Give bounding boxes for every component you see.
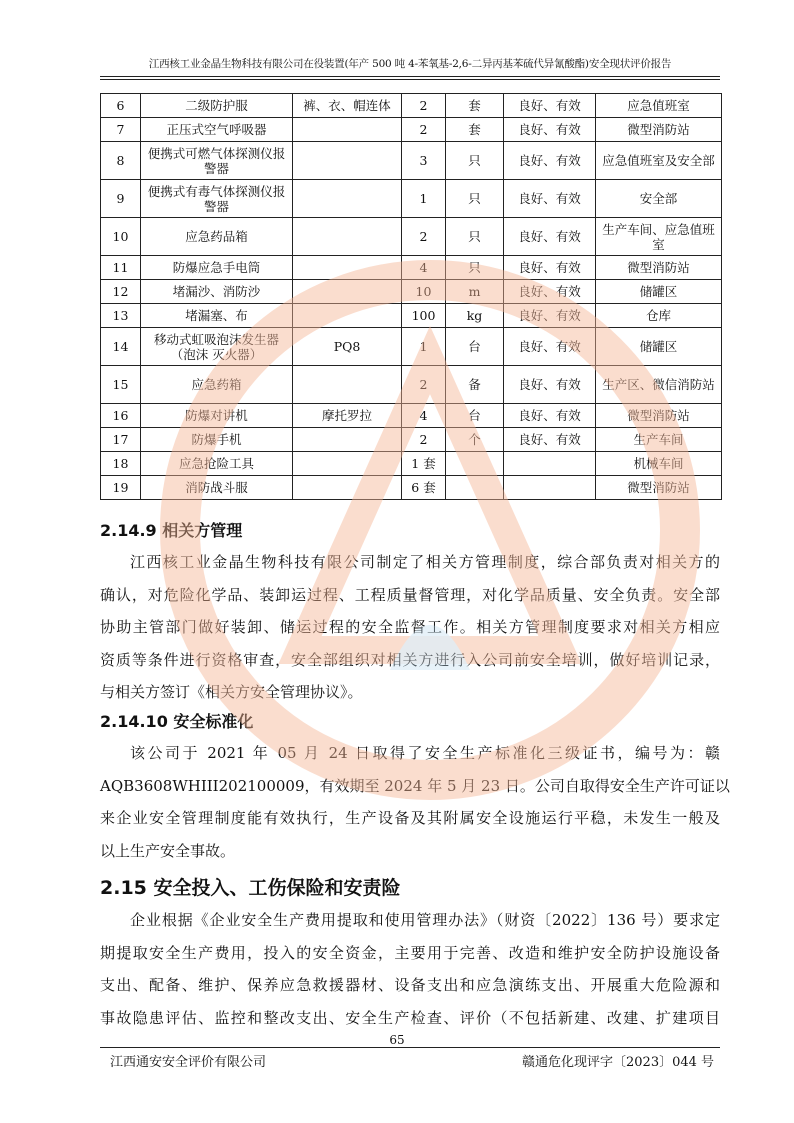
table-cell-name: 防爆应急手电筒: [141, 256, 293, 280]
table-cell-status: [504, 452, 596, 476]
table-cell-no: 17: [101, 428, 141, 452]
footer-doc-number: 赣通危化现评字〔2023〕044 号: [522, 1055, 715, 1070]
table-cell-unit: kg: [446, 304, 504, 328]
table-cell-spec: 裤、衣、帽连体: [293, 94, 402, 118]
page-number: 65: [389, 1033, 405, 1047]
table-cell-spec: [293, 428, 402, 452]
table-cell-name: 便携式可燃气体探测仪报警器: [141, 142, 293, 180]
table-cell-status: 良好、有效: [504, 142, 596, 180]
section-heading-standardization: 2.14.10 安全标准化: [100, 712, 254, 731]
table-cell-spec: [293, 304, 402, 328]
header-rule-double: [100, 79, 720, 80]
table-cell-name: 便携式有毒气体探测仪报警器: [141, 180, 293, 218]
table-cell-status: 良好、有效: [504, 256, 596, 280]
table-cell-unit: [446, 476, 504, 500]
footer-rule: [100, 1047, 720, 1048]
table-cell-qty: 3: [402, 142, 446, 180]
table-cell-spec: [293, 118, 402, 142]
table-cell-qty: 6 套: [402, 476, 446, 500]
page-header: 江西核工业金晶生物科技有限公司在役装置(年产 500 吨 4-苯氧基-2,6-二异丙基苯硫代异氰酸酯)安全现状评价报告: [148, 58, 672, 70]
paragraph-line: 以上生产安全事故。: [100, 841, 236, 860]
paragraph-line: 协助主管部门做好装卸、储运过程的安全监督工作。相关方管理制度要求对相关方相应: [100, 618, 720, 636]
paragraph-line: 该公司于 2021 年 05 月 24 日取得了安全生产标准化三级证书，编号为：赣: [130, 744, 720, 762]
table-cell-no: 11: [101, 256, 141, 280]
table-cell-location: 应急值班室及安全部: [596, 142, 722, 180]
table-row: [101, 142, 722, 180]
table-cell-status: 良好、有效: [504, 304, 596, 328]
table-cell-no: 14: [101, 328, 141, 366]
table-cell-status: 良好、有效: [504, 280, 596, 304]
table-cell-status: 良好、有效: [504, 404, 596, 428]
table-cell-spec: PQ8: [293, 328, 402, 366]
table-cell-no: 9: [101, 180, 141, 218]
table-cell-qty: 1: [402, 328, 446, 366]
table-cell-spec: [293, 280, 402, 304]
table-cell-qty: 2: [402, 366, 446, 404]
table-cell-status: 良好、有效: [504, 94, 596, 118]
paragraph-line: 资质等条件进行资格审查，安全部组织对相关方进行入公司前安全培训，做好培训记录，: [100, 650, 720, 669]
table-cell-unit: [446, 452, 504, 476]
table-cell-unit: 套: [446, 118, 504, 142]
table-cell-unit: 只: [446, 256, 504, 280]
table-cell-spec: [293, 180, 402, 218]
paragraph-line: 期提取安全生产费用，投入的安全资金，主要用于完善、改造和维护安全防护设施设备: [100, 943, 720, 962]
table-row: [101, 366, 722, 404]
table-cell-name: 应急药箱: [141, 366, 293, 404]
table-cell-name: 应急抢险工具: [141, 452, 293, 476]
table-cell-no: 10: [101, 218, 141, 256]
table-cell-no: 16: [101, 404, 141, 428]
table-cell-name: 正压式空气呼吸器: [141, 118, 293, 142]
table-row: [101, 94, 722, 118]
table-cell-status: 良好、有效: [504, 366, 596, 404]
table-cell-qty: 2: [402, 94, 446, 118]
paragraph-line: 与相关方签订《相关方安全管理协议》。: [100, 683, 363, 701]
table-row: [101, 304, 722, 328]
table-cell-qty: 2: [402, 218, 446, 256]
table-cell-no: 18: [101, 452, 141, 476]
table-cell-unit: 只: [446, 218, 504, 256]
table-cell-qty: 2: [402, 428, 446, 452]
table-row: [101, 428, 722, 452]
paragraph-line: AQB3608WHIII202100009，有效期至 2024 年 5 月 23 日。公司自取得安全生产许可证以: [100, 776, 730, 795]
paragraph-line: 事故隐患评估、监控和整改支出、安全生产检查、评价（不包括新建、改建、扩建项目: [100, 1008, 720, 1027]
table-cell-location: 储罐区: [596, 280, 722, 304]
table-cell-no: 8: [101, 142, 141, 180]
table-cell-status: 良好、有效: [504, 218, 596, 256]
table-cell-qty: 4: [402, 404, 446, 428]
table-cell-no: 15: [101, 366, 141, 404]
table-cell-qty: 100: [402, 304, 446, 328]
table-cell-qty: 1: [402, 180, 446, 218]
section-heading-safety-investment: 2.15 安全投入、工伤保险和安责险: [100, 877, 401, 899]
table-row: [101, 452, 722, 476]
table-cell-qty: 10: [402, 280, 446, 304]
table-cell-name: 二级防护服: [141, 94, 293, 118]
table-cell-name: 堵漏塞、布: [141, 304, 293, 328]
table-cell-location: 安全部: [596, 180, 722, 218]
table-cell-status: [504, 476, 596, 500]
table-cell-spec: [293, 256, 402, 280]
table-row: [101, 280, 722, 304]
table-cell-status: 良好、有效: [504, 118, 596, 142]
table-row: [101, 476, 722, 500]
table-cell-spec: [293, 366, 402, 404]
stakeholder-paragraph: [100, 546, 720, 709]
standardization-paragraph: [100, 737, 730, 867]
table-cell-unit: 只: [446, 142, 504, 180]
table-cell-no: 12: [101, 280, 141, 304]
table-cell-status: 良好、有效: [504, 428, 596, 452]
table-cell-location: 储罐区: [596, 328, 722, 366]
table-cell-qty: 2: [402, 118, 446, 142]
table-cell-qty: 1 套: [402, 452, 446, 476]
emergency-equipment-table: [100, 93, 722, 500]
table-cell-unit: 个: [446, 428, 504, 452]
table-cell-location: 机械车间: [596, 452, 722, 476]
safety-investment-paragraph: [100, 904, 720, 1034]
paragraph-line: 确认，对危险化学品、装卸运过程、工程质量督管理，对化学品质量、安全负责。安全部: [100, 585, 720, 604]
table-row: [101, 218, 722, 256]
table-cell-location: 应急值班室: [596, 94, 722, 118]
table-cell-name: 应急药品箱: [141, 218, 293, 256]
table-row: [101, 328, 722, 366]
table-cell-no: 13: [101, 304, 141, 328]
table-cell-location: 生产区、微信消防站: [596, 366, 722, 404]
table-cell-unit: 台: [446, 404, 504, 428]
paragraph-line: 支出、配备、维护、保养应急救援器材、设备支出和应急演练支出、开展重大危险源和: [100, 976, 720, 994]
table-cell-status: 良好、有效: [504, 180, 596, 218]
table-cell-no: 7: [101, 118, 141, 142]
table-cell-name: 移动式虹吸泡沫发生器（泡沫 灭火器）: [141, 328, 293, 366]
table-cell-spec: [293, 218, 402, 256]
table-cell-no: 6: [101, 94, 141, 118]
table-cell-unit: 台: [446, 328, 504, 366]
table-cell-name: 堵漏沙、消防沙: [141, 280, 293, 304]
footer-company: 江西通安安全评价有限公司: [110, 1055, 267, 1070]
table-row: [101, 404, 722, 428]
table-cell-status: 良好、有效: [504, 328, 596, 366]
table-cell-spec: 摩托罗拉: [293, 404, 402, 428]
table-cell-spec: [293, 476, 402, 500]
header-rule: [100, 76, 720, 77]
table-cell-unit: m: [446, 280, 504, 304]
table-cell-location: 生产车间: [596, 428, 722, 452]
table-cell-name: 防爆手机: [141, 428, 293, 452]
paragraph-line: 来企业安全管理制度能有效执行，生产设备及其附属安全设施运行平稳，未发生一般及: [100, 809, 720, 827]
table-cell-location: 仓库: [596, 304, 722, 328]
paragraph-line: 江西核工业金晶生物科技有限公司制定了相关方管理制度，综合部负责对相关方的: [130, 553, 720, 571]
table-cell-location: 微型消防站: [596, 118, 722, 142]
section-heading-stakeholder: 2.14.9 相关方管理: [100, 521, 243, 540]
table-cell-unit: 备: [446, 366, 504, 404]
table-cell-no: 19: [101, 476, 141, 500]
table-cell-location: 微型消防站: [596, 476, 722, 500]
paragraph-line: 企业根据《企业安全生产费用提取和使用管理办法》（财资〔2022〕136 号）要求定: [130, 911, 720, 929]
table-cell-location: 生产车间、应急值班室: [596, 218, 722, 256]
table-row: [101, 256, 722, 280]
table-cell-name: 消防战斗服: [141, 476, 293, 500]
table-cell-unit: 套: [446, 94, 504, 118]
table-cell-location: 微型消防站: [596, 404, 722, 428]
table-cell-name: 防爆对讲机: [141, 404, 293, 428]
table-cell-spec: [293, 142, 402, 180]
table-cell-qty: 4: [402, 256, 446, 280]
table-row: [101, 118, 722, 142]
table-row: [101, 180, 722, 218]
table-cell-spec: [293, 452, 402, 476]
table-cell-unit: 只: [446, 180, 504, 218]
table-cell-location: 微型消防站: [596, 256, 722, 280]
